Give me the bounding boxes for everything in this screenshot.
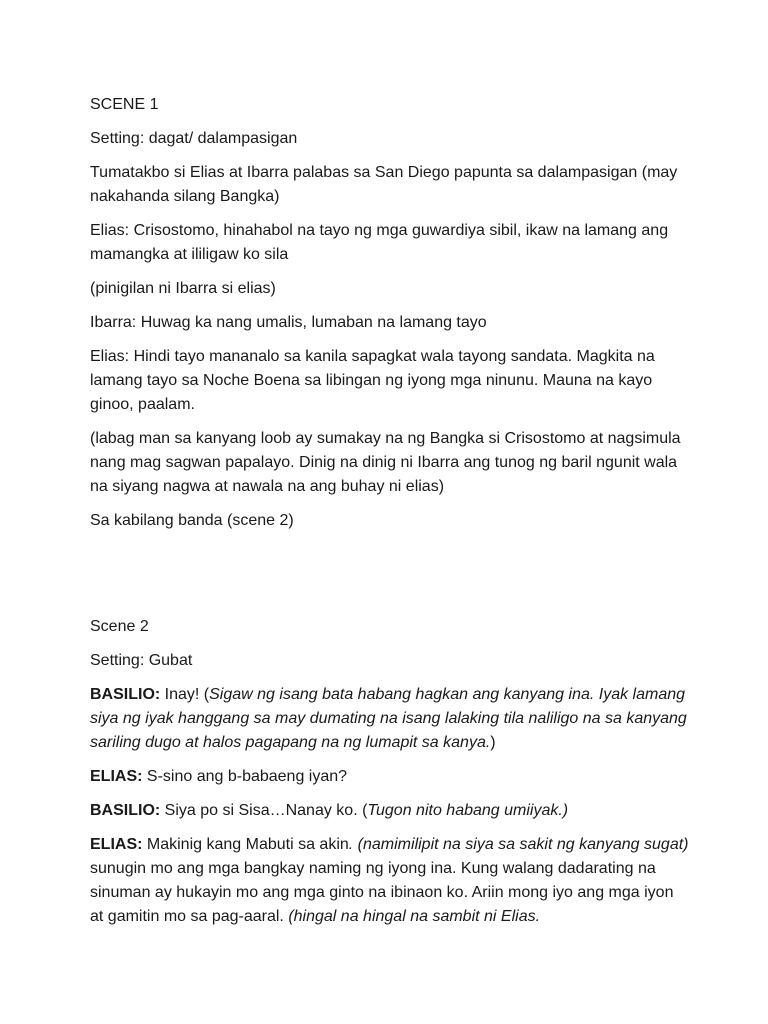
dialogue-text: Inay! ( <box>160 686 210 703</box>
scene2-setting: Setting: Gubat <box>90 652 193 669</box>
dialogue-text: Siya po si Sisa…Nanay ko. ( <box>160 802 368 819</box>
document-page <box>90 93 690 939</box>
speaker-name: ELIAS: <box>90 836 143 853</box>
dialogue-text: sunugin mo ang mga bangkay naming ng iyong ina. Kung walang dadarating na sinuman ay hukayin mo ang mga ginto na ibinaon ko. Ariin mong iyo ang mga iyon at gamitin mo sa pag-aaral. <box>90 860 674 925</box>
dialogue-line <box>90 765 690 789</box>
scene1-line: Ibarra: Huwag ka nang umalis, lumaban na lamang tayo <box>90 314 487 331</box>
scene1-line: (pinigilan ni Ibarra si elias) <box>90 280 276 297</box>
scene1-line: (labag man sa kanyang loob ay sumakay na ng Bangka si Crisostomo at nagsimula nang mag sagwan papalayo. Dinig na dinig ni Ibarra ang tunog ng baril ngunit wala na siyang nagwa at nawala na ang buhay ni elias) <box>90 430 681 495</box>
stage-direction: Tugon nito habang umiiyak.) <box>367 802 569 819</box>
dialogue-line <box>90 799 690 823</box>
stage-direction: Sigaw ng isang bata habang hagkan ang kanyang ina. Iyak lamang siya ng iyak hanggang sa may dumating na isang lalaking tila naliligo na sa kanyang sariling dugo at halos pagapang na ng lumapit sa kanya. <box>90 686 687 751</box>
scene1-setting: Setting: dagat/ dalampasigan <box>90 130 298 147</box>
section-gap <box>90 543 690 615</box>
speaker-name: ELIAS: <box>90 768 143 785</box>
scene2-title: Scene 2 <box>90 618 149 635</box>
speaker-name: BASILIO: <box>90 686 161 703</box>
scene1-line: Tumatakbo si Elias at Ibarra palabas sa San Diego papunta sa dalampasigan (may nakahanda silang Bangka) <box>90 164 678 205</box>
scene1-line: Sa kabilang banda (scene 2) <box>90 512 294 529</box>
dialogue-line <box>90 833 690 929</box>
dialogue-text: S-sino ang b-babaeng iyan? <box>142 768 348 785</box>
scene1-line: Elias: Crisostomo, hinahabol na tayo ng mga guwardiya sibil, ikaw na lamang ang mamangka at ililigaw ko sila <box>90 222 669 263</box>
dialogue-text: ) <box>490 734 496 751</box>
dialogue-text: Makinig kang Mabuti sa akin <box>142 836 349 853</box>
stage-direction: . (namimilipit na siya sa sakit ng kanyang sugat) <box>348 836 689 853</box>
speaker-name: BASILIO: <box>90 802 161 819</box>
scene1-line: Elias: Hindi tayo mananalo sa kanila sapagkat wala tayong sandata. Magkita na lamang tayo sa Noche Boena sa libingan ng iyong mga ninunu. Mauna na kayo ginoo, paalam. <box>90 348 655 413</box>
stage-direction: (hingal na hingal na sambit ni Elias. <box>288 908 541 925</box>
scene1-title: SCENE 1 <box>90 96 159 113</box>
dialogue-line <box>90 683 690 755</box>
